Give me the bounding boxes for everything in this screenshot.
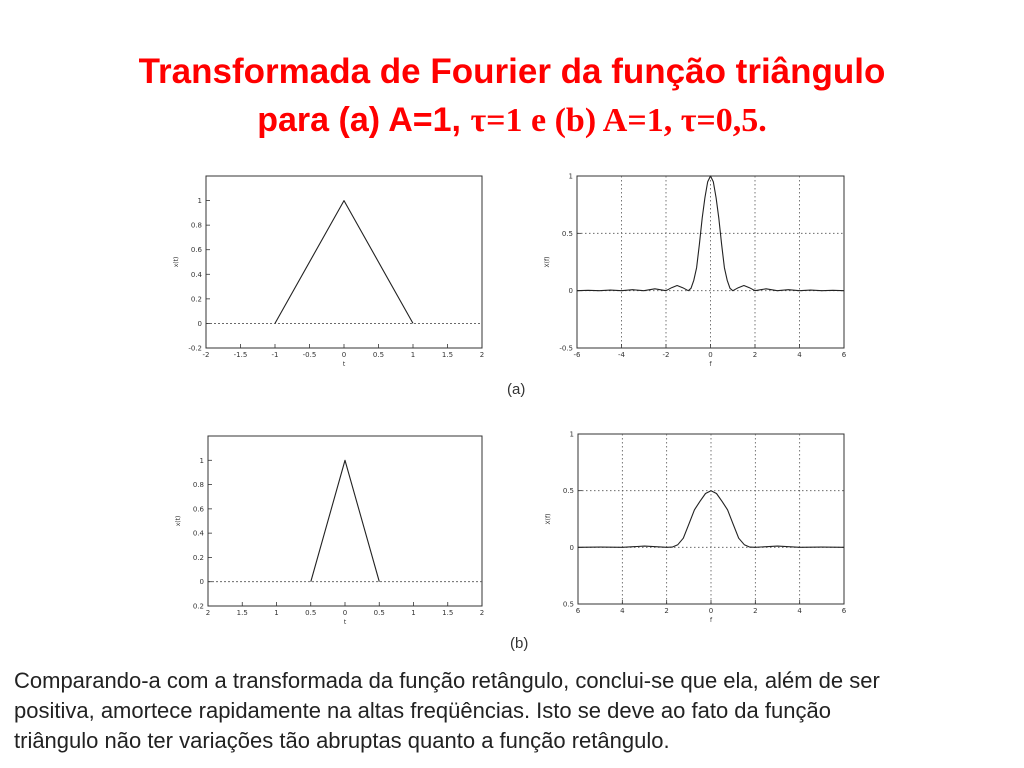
panel-label-a: (a)	[507, 381, 526, 398]
y-tick-label: -0.5	[559, 344, 573, 353]
x-axis-label: f	[709, 617, 713, 624]
y-tick-label: 0.6	[192, 505, 204, 514]
caption-paragraph	[14, 666, 1014, 756]
y-tick-label: 0	[569, 543, 574, 552]
x-tick-label: 2	[205, 609, 211, 617]
x-tick-label: 2	[479, 609, 485, 617]
x-tick-label: 0	[708, 351, 713, 359]
x-tick-label: 0	[342, 609, 348, 617]
x-tick-label: 6	[575, 607, 581, 615]
x-tick-label: 2	[752, 351, 758, 359]
y-axis-label: X(f)	[545, 513, 552, 525]
x-tick-label: 2	[664, 607, 669, 615]
y-tick-label: 0	[199, 578, 204, 587]
y-axis-label: x(t)	[175, 515, 182, 527]
x-tick-label: 0.5	[372, 351, 385, 359]
y-tick-label: 0	[197, 319, 202, 328]
x-tick-label: 4	[797, 351, 802, 359]
x-tick-label: 1.5	[441, 351, 454, 359]
series-line	[275, 201, 413, 324]
y-tick-label: 0.4	[190, 270, 202, 279]
x-tick-label: -0.5	[302, 351, 317, 359]
x-tick-label: 2	[753, 607, 758, 615]
y-tick-label: -0.2	[188, 344, 202, 353]
chart-b-time	[170, 430, 490, 630]
chart-a-time	[170, 170, 490, 370]
panel-label-b: (b)	[510, 635, 529, 652]
y-axis-label: x(t)	[173, 256, 180, 268]
y-tick-label: 0.2	[190, 295, 202, 304]
series-line	[311, 460, 380, 581]
x-tick-label: 6	[841, 351, 847, 359]
x-tick-label: -4	[618, 351, 625, 359]
caption-line: triângulo não ter variações tão abruptas quanto a função retângulo.	[14, 728, 670, 753]
caption-line: positiva, amortece rapidamente na altas freqüências. Isto se deve ao fato da função	[14, 698, 831, 723]
x-tick-label: -2	[662, 351, 670, 359]
x-tick-label: 1	[410, 351, 416, 359]
y-tick-label: 1	[569, 430, 574, 439]
x-tick-label: -2	[202, 351, 210, 359]
y-tick-label: 1	[568, 172, 573, 181]
slide-title-line2	[0, 101, 1024, 140]
x-tick-label: 6	[841, 607, 847, 615]
chart-b-freq	[532, 430, 850, 630]
x-tick-label: 0.5	[373, 609, 385, 617]
x-tick-label: 0	[341, 351, 347, 359]
x-tick-label: 4	[620, 607, 625, 615]
x-tick-label: 0	[708, 607, 714, 615]
x-tick-label: 2	[479, 351, 485, 359]
y-tick-label: 0.6	[190, 246, 202, 255]
x-tick-label: 1	[411, 609, 416, 617]
x-axis-label: f	[709, 361, 712, 368]
y-tick-label: 0.5	[562, 487, 574, 496]
y-axis-label: X(f)	[544, 256, 551, 268]
y-tick-label: 1	[197, 197, 202, 206]
x-axis-label: t	[342, 361, 346, 368]
title-line2-serif-part: τ=1 e (b) A=1, τ=0,5.	[470, 102, 767, 139]
x-tick-label: -1	[271, 351, 279, 359]
y-tick-label: 0	[568, 287, 573, 296]
y-tick-label: 0.5	[561, 229, 573, 238]
title-line2-sans-part: para (a) A=1,	[257, 101, 471, 139]
x-axis-label: t	[343, 619, 347, 626]
y-tick-label: 0.8	[192, 481, 204, 490]
caption-line: Comparando-a com a transformada da função retângulo, conclui-se que ela, além de ser	[14, 668, 880, 693]
x-tick-label: -6	[573, 351, 581, 359]
y-tick-label: 1	[199, 456, 204, 465]
x-tick-label: 1.5	[442, 609, 454, 617]
x-tick-label: 1.5	[236, 609, 248, 617]
x-tick-label: 0.5	[305, 609, 317, 617]
chart-a-freq	[532, 170, 850, 370]
x-tick-label: 1	[274, 609, 279, 617]
x-tick-label: -1.5	[233, 351, 248, 359]
y-tick-label: 0.2	[192, 553, 204, 562]
y-tick-label: 0.8	[190, 221, 202, 230]
y-tick-label: 0.2	[192, 602, 204, 611]
slide-title-line1: Transformada de Fourier da função triângulo	[138, 52, 886, 91]
x-tick-label: 4	[797, 607, 802, 615]
y-tick-label: 0.4	[192, 529, 204, 538]
y-tick-label: 0.5	[562, 600, 574, 609]
plot-frame	[206, 176, 482, 348]
plot-frame	[577, 176, 844, 348]
